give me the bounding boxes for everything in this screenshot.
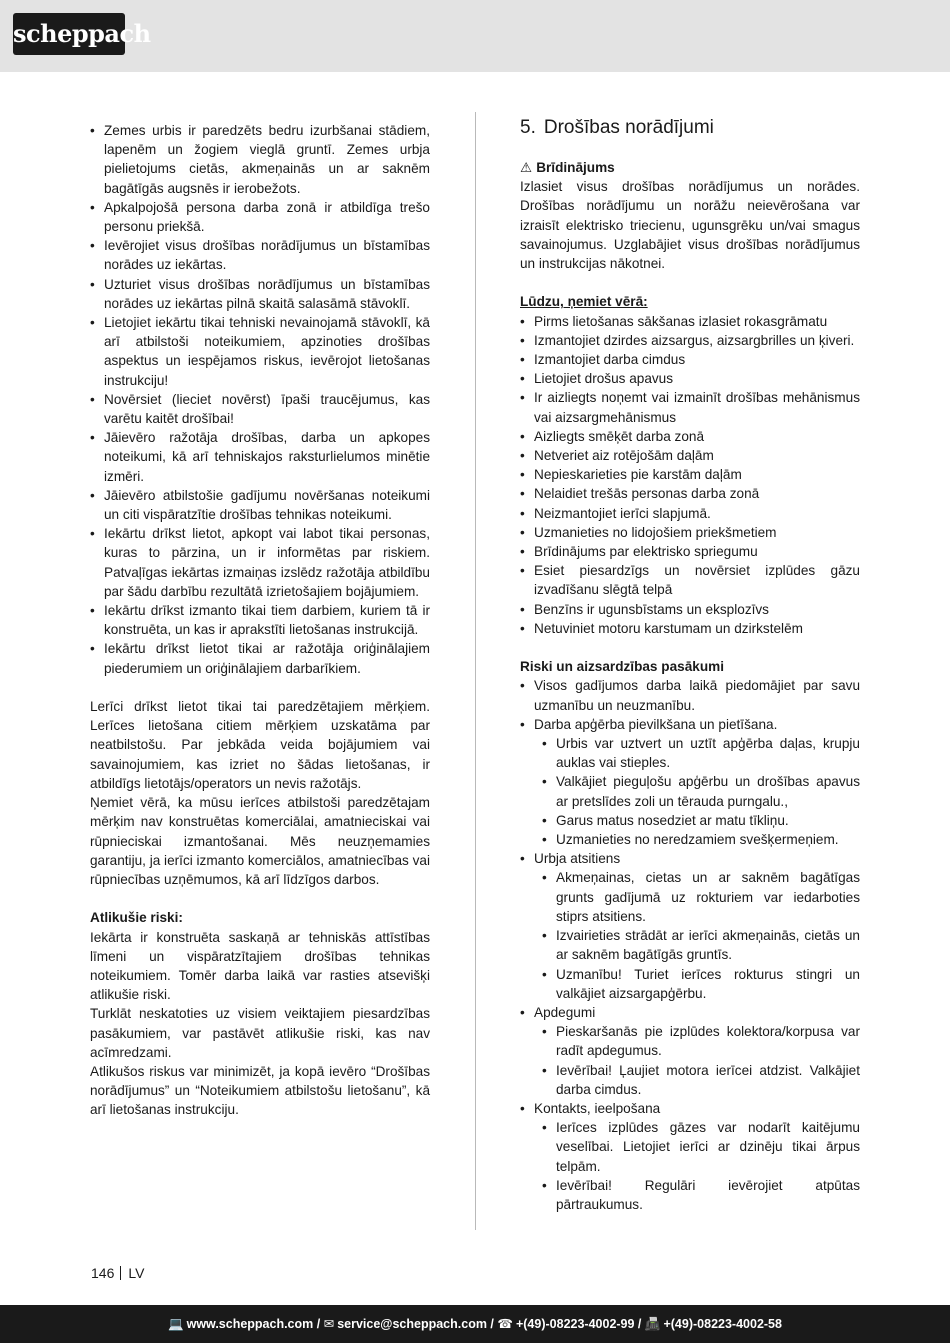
attention-item: • Aizliegts smēķēt darba zonā	[520, 427, 860, 446]
risk-item	[520, 1099, 860, 1214]
risk-subitem: • Valkājiet pieguļošu apģērbu un drošības apavus ar pretslīdes zoli un tērauda purngalu.,	[534, 772, 860, 810]
risk-subitem: • Urbis var uztvert un uztīt apģērba daļas, krupju auklas vai stieples.	[534, 734, 860, 772]
column-divider	[475, 112, 476, 1230]
warning-heading-text: Brīdinājums	[536, 160, 615, 175]
list-item: • Apkalpojošā persona darba zonā ir atbildīga trešo personu priekšā.	[90, 198, 430, 236]
list-item: • Novērsiet (lieciet novērst) īpaši traucējumus, kas varētu kaitēt drošībai!	[90, 390, 430, 428]
section-number: 5.	[520, 117, 536, 138]
fax-number: +(49)-08223-4002-58	[663, 1317, 782, 1331]
attention-item: • Neizmantojiet ierīci slapjumā.	[520, 504, 860, 523]
attention-item: • Pirms lietošanas sākšanas izlasiet rokasgrāmatu	[520, 312, 860, 331]
attention-heading: Lūdzu, ņemiet vērā:	[520, 294, 648, 310]
contact-bar	[0, 1305, 950, 1343]
page-separator	[120, 1266, 121, 1280]
website-link[interactable]: www.scheppach.com /	[186, 1317, 321, 1331]
list-item: • Zemes urbis ir paredzēts bedru izurbšanai stādiem, lapenēm un žogiem vieglā gruntī. Zemes urbja pielietojums cietās, akmeņainās un ar saknēm bagātīgās augsnēs ir ierobežots.	[90, 121, 430, 198]
risks-heading: Riski un aizsardzības pasākumi	[520, 659, 724, 675]
risk-sublist	[534, 1022, 860, 1099]
residual-risks-heading: Atlikušie riski:	[90, 910, 183, 926]
risk-item-label: Kontakts, ieelpošana	[534, 1100, 661, 1116]
list-item: • Jāievēro atbilstošie gadījumu novēršanas noteikumi un citi vispāratzītie drošības tehnikas noteikumi.	[90, 486, 430, 524]
risk-item	[520, 715, 860, 849]
attention-item: • Benzīns ir ugunsbīstams un eksplozīvs	[520, 600, 860, 619]
risk-item	[520, 676, 860, 714]
attention-item: • Lietojiet drošus apavus	[520, 369, 860, 388]
list-item: • Jāievēro ražotāja drošības, darba un apkopes noteikumi, kā arī tehniskajos raksturlielumos minētie izmēri.	[90, 428, 430, 486]
attention-item: • Izmantojiet dzirdes aizsargus, aizsargbrilles un ķiveri.	[520, 331, 860, 350]
attention-item: • Uzmanieties no lidojošiem priekšmetiem	[520, 523, 860, 542]
list-item: • Lietojiet iekārtu tikai tehniski nevainojamā stāvoklī, kā arī atbilstoši noteikumiem, apzinoties drošības aspektus un iespējamos riskus, ievērojot lietošanas instrukciju!	[90, 313, 430, 390]
list-item: • Iekārtu drīkst lietot, apkopt vai labot tikai personas, kuras to pārzina, un ir informētas par riskiem. Patvaļīgas iekārtas izmaiņas izslēdz ražotāja atbildību par šādu darbību rezultātā izrietošajiem bojājumiem.	[90, 524, 430, 601]
section-title	[520, 116, 860, 140]
warning-paragraph: Izlasiet visus drošības norādījumus un norādes. Drošības norādījumu un norāžu neievērošana var izraisīt elektrisko triecienu, ugunsgrēku un/vai smagus savainojumus. Uzglabājiet visus drošības norādījumus un instrukcijas nākotnei.	[520, 179, 860, 272]
risk-subitem: • Uzmanību! Turiet ierīces rokturus stingri un valkājiet aizsargapģērbu.	[534, 965, 860, 1003]
risk-list	[520, 676, 860, 1214]
fax-icon: 📠	[644, 1317, 661, 1331]
intended-use-list	[90, 121, 430, 678]
risk-item-label: Apdegumi	[534, 1004, 596, 1020]
left-column	[90, 121, 430, 1120]
header-bar	[0, 0, 950, 72]
attention-item: • Brīdinājums par elektrisko spriegumu	[520, 542, 860, 561]
section-title-text: Drošības norādījumi	[543, 117, 714, 138]
risk-subitem: • Ierīces izplūdes gāzes var nodarīt kaitējumu veselībai. Lietojiet ierīci ar dzinēju tikai ārpus telpām.	[534, 1118, 860, 1176]
phone-number: +(49)-08223-4002-99 /	[515, 1317, 642, 1331]
risk-sublist	[534, 868, 860, 1002]
risk-subitem: • Ievērībai! Ļaujiet motora ierīcei atdzist. Valkājiet darba cimdus.	[534, 1061, 860, 1099]
risk-subitem: • Izvairieties strādāt ar ierīci akmeņainās, cietās un ar saknēm bagātīgās gruntīs.	[534, 926, 860, 964]
residual-risks-paragraph-3: Atlikušos riskus var minimizēt, ja kopā ievēro “Drošības norādījumus” un “Noteikumiem atbilstošu lietošanu”, kā arī lietošanas instrukciju.	[90, 1063, 430, 1118]
risk-item-label: Visos gadījumos darba laikā piedomājiet par savu uzmanību un neuzmanību.	[534, 678, 860, 713]
list-item: • Iekārtu drīkst izmanto tikai tiem darbiem, kuriem tā ir konstruēta, un kas ir aprakstīti lietošanas instrukcijā.	[90, 601, 430, 639]
attention-list	[520, 312, 860, 638]
attention-item: • Ir aizliegts noņemt vai izmainīt drošības mehānismus vai aizsargmehānismus	[520, 388, 860, 426]
mail-icon: ✉	[323, 1317, 335, 1331]
risk-subitem: • Uzmanieties no neredzamiem svešķermeņiem.	[534, 830, 860, 849]
risk-item	[520, 849, 860, 1003]
right-column	[520, 117, 860, 1214]
warning-triangle-icon: ⚠	[520, 160, 533, 175]
computer-icon: 💻	[168, 1317, 184, 1331]
attention-item: • Netuviniet motoru karstumam un dzirkstelēm	[520, 619, 860, 638]
commercial-use-paragraph: Ņemiet vērā, ka mūsu ierīces atbilstoši paredzētajam mērķim nav konstruētas komerciālai, amatnieciskai vai rūpnieciskai izmantošanai. Mēs neuzņemamies garantiju, ja ierīci izmanto komerciālos, amatniecības vai rūpniecības uzņēmumos, kā arī līdzīgos darbos.	[90, 795, 430, 887]
residual-risks-paragraph-2: Turklāt neskatoties uz visiem veiktajiem piesardzības pasākumiem, var pastāvēt atlikušie riski, kas nav acīmredzami.	[90, 1006, 430, 1060]
risk-sublist	[534, 1118, 860, 1214]
attention-item: • Esiet piesardzīgs un novērsiet izplūdes gāzu izvadīšanu slēgtā telpā	[520, 561, 860, 599]
risk-item	[520, 1003, 860, 1099]
risk-subitem: • Akmeņainas, cietas un ar saknēm bagātīgas grunts gadījumā uz rokturiem var iedarboties stiprs atsitiens.	[534, 868, 860, 926]
residual-risks-paragraph-1: Iekārta ir konstruēta saskaņā ar tehniskās attīstības līmeni un vispāratzītajiem drošības tehnikas noteikumiem. Tomēr darba laikā var rasties atsevišķi atlikušie riski.	[90, 929, 430, 1003]
email-link[interactable]: service@scheppach.com /	[337, 1317, 494, 1331]
attention-item: • Izmantojiet darba cimdus	[520, 350, 860, 369]
page-number: 146	[91, 1265, 115, 1281]
attention-item: • Nepieskarieties pie karstām daļām	[520, 465, 860, 484]
scheppach-logo: scheppach	[13, 13, 125, 55]
list-item: • Iekārtu drīkst lietot tikai ar ražotāja oriģinālajiem piederumiem un oriģinālajiem darbarīkiem.	[90, 639, 430, 677]
list-item: • Uzturiet visus drošības norādījumus un bīstamības norādes uz iekārtas pilnā skaitā salasāmā stāvoklī.	[90, 275, 430, 313]
risk-subitem: • Garus matus nosedziet ar matu tīkliņu.	[534, 811, 860, 830]
attention-item: • Netveriet aiz rotējošām daļām	[520, 446, 860, 465]
warning-heading	[520, 158, 860, 177]
attention-item: • Nelaidiet trešās personas darba zonā	[520, 484, 860, 503]
risk-item-label: Darba apģērba pievilkšana un pietīšana.	[534, 716, 778, 732]
phone-icon: ☎	[497, 1317, 513, 1331]
risk-subitem: • Pieskaršanās pie izplūdes kolektora/korpusa var radīt apdegumus.	[534, 1022, 860, 1060]
page-footer	[91, 1264, 144, 1282]
risk-item-label: Urbja atsitiens	[534, 851, 621, 867]
risk-sublist	[534, 734, 860, 849]
page-language: LV	[128, 1265, 145, 1281]
intended-use-paragraph: Lerīci drīkst lietot tikai tai paredzētajiem mērķiem. Lerīces lietošana citiem mērķiem uzskatāma par neatbilstošu. Par jebkāda veida bojājumiem vai savainojumiem, kas izriet no šādas lietošanas, ir atbildīgs lietotājs/operators un nevis ražotājs.	[90, 699, 430, 791]
risk-subitem: • Ievērībai! Regulāri ievērojiet atpūtas pārtraukumus.	[534, 1176, 860, 1214]
list-item: • Ievērojiet visus drošības norādījumus un bīstamības norādes uz iekārtas.	[90, 236, 430, 274]
